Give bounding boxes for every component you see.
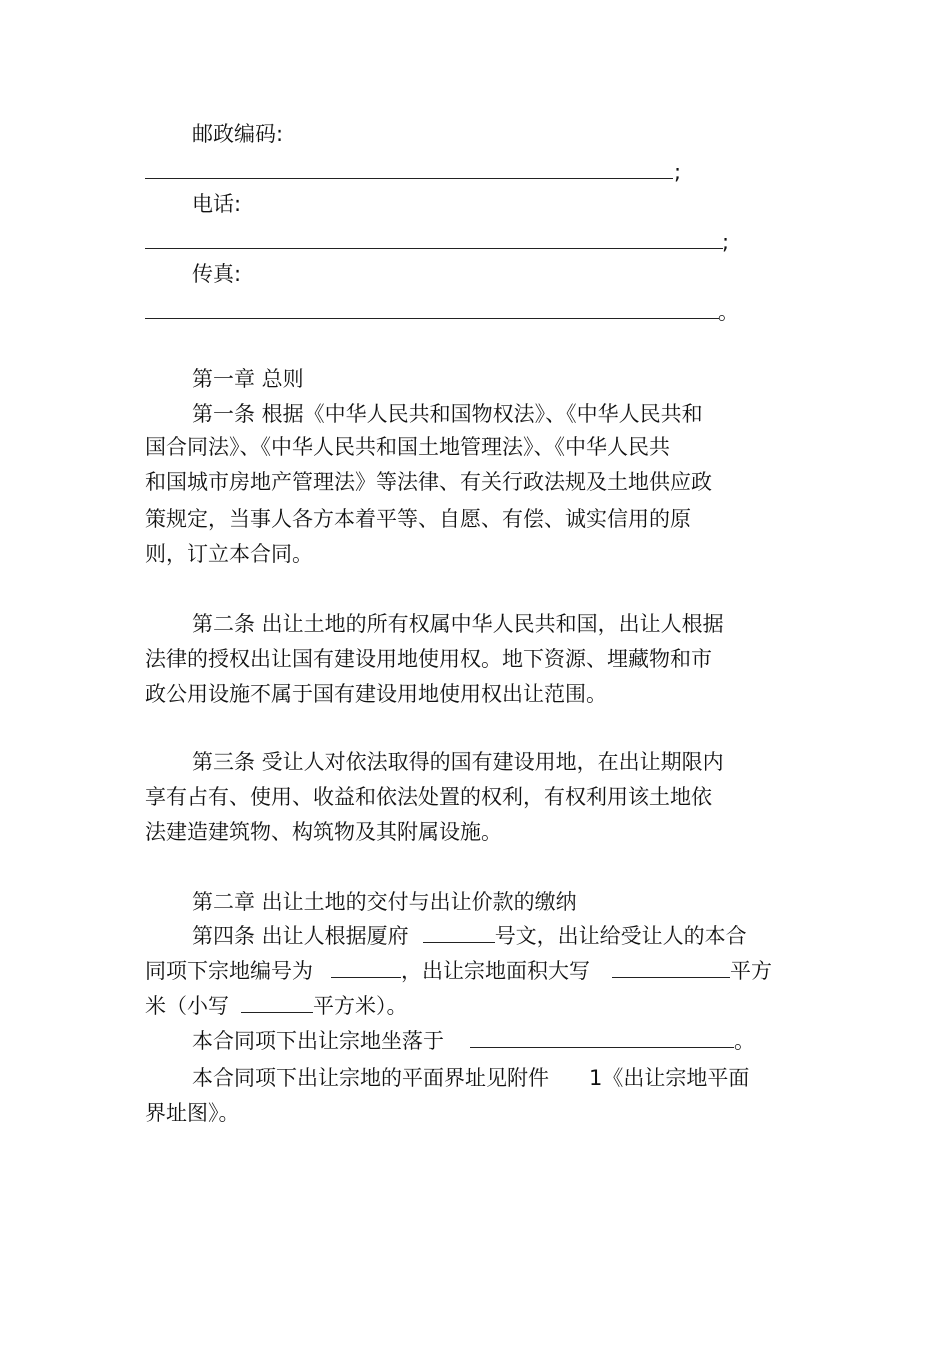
map-line-2: 界址图》。 [145, 1101, 240, 1125]
art4-lower-unit: 平方米）。 [313, 994, 408, 1018]
phone-blank[interactable] [145, 248, 723, 249]
art1-line-4: 策规定，当事人各方本着平等、自愿、有偿、诚实信用的原 [145, 507, 691, 531]
location-blank[interactable] [470, 1027, 734, 1048]
phone-end: ; [722, 230, 730, 254]
location-label: 本合同项下出让宗地坐落于 [192, 1029, 444, 1053]
art3-line-1: 第三条 受让人对依法取得的国有建设用地，在出让期限内 [192, 750, 724, 774]
art3-line-3: 法建造建筑物、构筑物及其附属设施。 [145, 820, 502, 844]
location-line [192, 1027, 755, 1055]
art4-line-1 [192, 922, 747, 950]
art4-line-3 [145, 992, 408, 1020]
parcel-number-blank[interactable] [331, 957, 401, 978]
art4-text-a: 第四条 出让人根据厦府 [192, 924, 409, 948]
area-lower-blank[interactable] [241, 992, 313, 1013]
art3-line-2: 享有占有、使用、收益和依法处置的权利，有权利用该土地依 [145, 785, 712, 809]
fax-end: 。 [718, 300, 739, 324]
art4-area-label: ，出让宗地面积大写 [401, 959, 590, 983]
fax-label: 传真: [192, 262, 242, 286]
art1-line-2: 国合同法》、《中华人民共和国土地管理法》、《中华人民共 [145, 435, 670, 459]
postcode-blank[interactable] [145, 178, 673, 179]
map-text-b: 1《出让宗地平面 [589, 1066, 750, 1090]
art2-line-3: 政公用设施不属于国有建设用地使用权出让范围。 [145, 682, 607, 706]
chapter1-title: 第一章 总则 [192, 367, 304, 391]
postcode-end: ; [674, 160, 682, 184]
doc-number-blank[interactable] [423, 922, 495, 943]
art4-lower-label: 米（小写 [145, 994, 229, 1018]
map-text-a: 本合同项下出让宗地的平面界址见附件 [192, 1066, 549, 1090]
location-end: 。 [734, 1029, 755, 1053]
area-upper-blank[interactable] [612, 957, 730, 978]
art1-line-5: 则，订立本合同。 [145, 542, 313, 566]
map-line-1 [192, 1064, 749, 1092]
art4-unit: 平方 [730, 959, 772, 983]
art4-parcel-label: 同项下宗地编号为 [145, 959, 313, 983]
art4-line-2 [145, 957, 772, 985]
postcode-label: 邮政编码: [192, 122, 284, 146]
art2-line-2: 法律的授权出让国有建设用地使用权。地下资源、埋藏物和市 [145, 647, 712, 671]
art1-line-1: 第一条 根据《中华人民共和国物权法》、《中华人民共和 [192, 402, 703, 426]
chapter2-title: 第二章 出让土地的交付与出让价款的缴纳 [192, 890, 577, 914]
fax-blank[interactable] [145, 318, 719, 319]
phone-label: 电话: [192, 192, 242, 216]
art4-text-b: 号文，出让给受让人的本合 [494, 924, 747, 948]
art1-line-3: 和国城市房地产管理法》等法律、有关行政法规及土地供应政 [145, 470, 712, 494]
art2-line-1: 第二条 出让土地的所有权属中华人民共和国，出让人根据 [192, 612, 724, 636]
